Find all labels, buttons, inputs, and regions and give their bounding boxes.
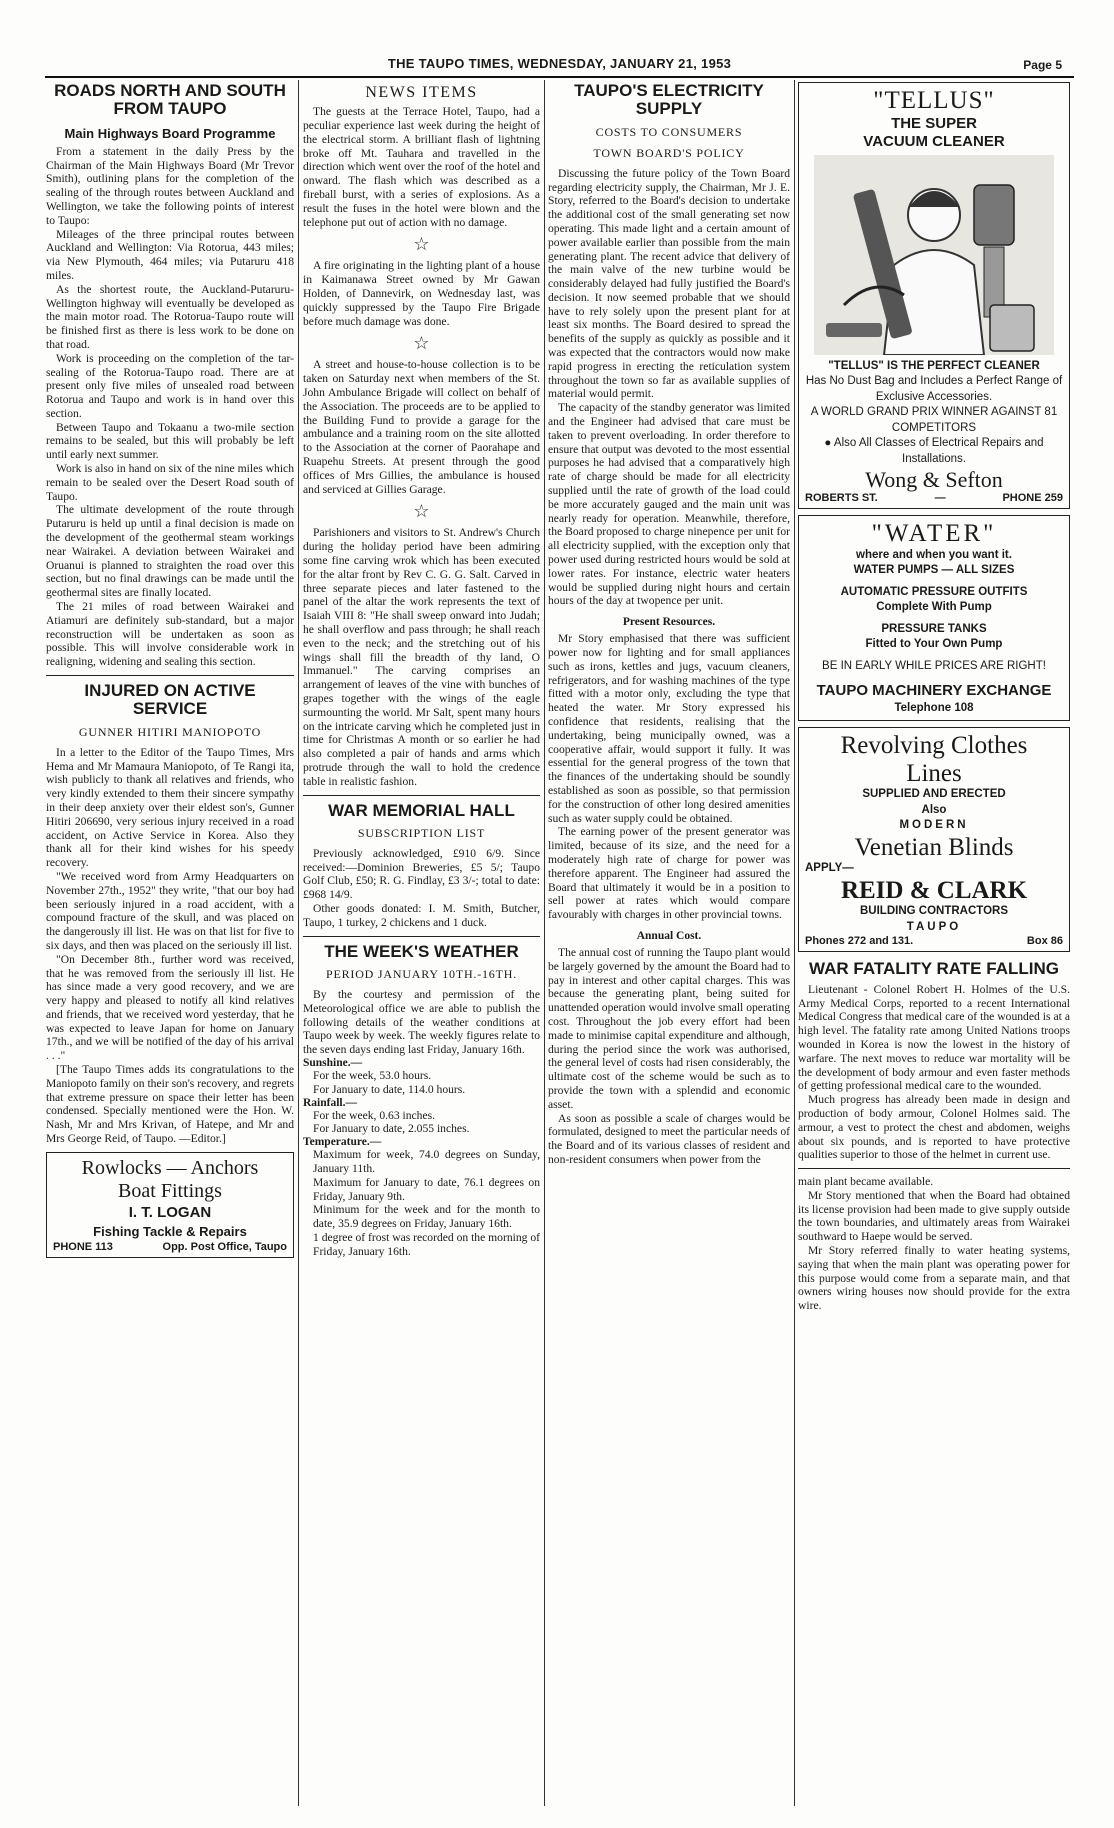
column-rule [298, 80, 299, 1806]
headline-injured: INJURED ON ACTIVE SERVICE [84, 681, 256, 719]
paragraph: Mr Story referred finally to water heating systems, saying that when the main plant was operating power for this purpose would come from a separate main, and that owners wiring houses now should provide for the extra wire. [798, 1244, 1070, 1313]
ad-logan-contact [53, 1241, 287, 1253]
column-4 [798, 82, 1070, 1806]
paragraph: main plant became available. [798, 1175, 934, 1189]
paragraph: As the shortest route, the Auckland-Putaruru-Wellington highway will eventually be developed as the main motor road. The Rotorua-Taupo route will be finished first as there is less work to be done on that road. [46, 282, 294, 351]
vacuum-cleaner-illustration-icon [814, 155, 1054, 355]
reid-title1: Revolving Clothes [840, 732, 1028, 760]
divider [798, 1168, 1070, 1169]
reid-firm: REID & CLARK [840, 876, 1028, 904]
divider [303, 936, 540, 937]
paragraph: As soon as possible a scale of charges would be formulated, designed to meet the particular needs of the Board and of its various classes of resident and non-resident consumers when power from the [548, 1111, 790, 1166]
tellus-line1: THE SUPER [891, 114, 977, 132]
paragraph: The 21 miles of road between Wairakei and Atiamuri are definitely sub-standard, but a major reconstruction will be undertaken as soon as possible. This will involve considerable work in realigning, widening and sealing this section. [46, 600, 294, 669]
headline-electricity: TAUPO'S ELECTRICITY SUPPLY [574, 82, 764, 119]
paragraph: "We received word from Army Headquarters on November 27th., 1952" they write, "that our boy had been seriously injured in a road accident, with a compound fracture of the skull, and was placed on the dangerously ill list. He was on that list for five to six days, and then was placed on the seriously ill list. [46, 869, 294, 952]
sunshine-label: Sunshine.— [303, 1057, 363, 1070]
headline-news-items: NEWS ITEMS [365, 84, 478, 101]
water-title: "WATER" [871, 520, 997, 548]
divider [46, 675, 294, 676]
ad-logan-address: Opp. Post Office, Taupo [162, 1240, 287, 1253]
ad-water [798, 515, 1070, 721]
column-rule [794, 80, 795, 1806]
water-line: BE IN EARLY WHILE PRICES ARE RIGHT! [822, 660, 1046, 672]
tellus-phone: PHONE 259 [1002, 492, 1063, 505]
column-2 [303, 82, 540, 1806]
reid-role: BUILDING CONTRACTORS [859, 905, 1008, 918]
paragraph: Mileages of the three principal routes between Auckland and Wellington: Via Rotorua, 443 miles; via New Plymouth, 464 miles; via Putaruru 418 miles. [46, 227, 294, 282]
headline-war-memorial: WAR MEMORIAL HALL [328, 800, 515, 820]
news-item: The guests at the Terrace Hotel, Taupo, had a peculiar experience last week during the height of the electrical storm. A brilliant flash of lightning broke off Mt. Tauhara and travelled in the direction which went over the roof of the hotel and onward. The flash which was described as a fireball burst, with a series of explosions. As a result the fuses in the hotel were blown and the telephone put out of action with no damage. [303, 105, 540, 229]
star-icon: ☆ [413, 234, 430, 255]
reid-line: Also [921, 803, 947, 816]
temperature-label: Temperature.— [303, 1136, 382, 1149]
weather-intro: By the courtesy and permission of the Meteorological office we are able to publish the following details of the weather conditions at Taupo week by week. The weekly figures relate to the seven days ending last Friday, January 16th. [303, 988, 540, 1057]
article-injured [46, 682, 294, 1146]
ad-logan-phone: PHONE 113 [53, 1240, 113, 1253]
weather-line: Maximum for week, 74.0 degrees on Sunday, January 11th. [313, 1148, 540, 1175]
tellus-detail: A WORLD GRAND PRIX WINNER AGAINST 81 COMPETITORS [810, 406, 1058, 434]
weather-line: For January to date, 2.055 inches. [313, 1122, 470, 1136]
column-1 [46, 82, 294, 1806]
paragraph: Between Taupo and Tokaanu a two-mile section remains to be sealed, but this will probably be left until early next summer. [46, 420, 294, 462]
section-annual-cost: Annual Cost. [636, 929, 702, 942]
tellus-title: "TELLUS" [873, 87, 995, 114]
subhead-costs: COSTS TO CONSUMERS [595, 124, 743, 139]
reid-town: TAUPO [906, 920, 962, 933]
ad-logan-line2: Boat Fittings [118, 1179, 222, 1202]
paragraph: "On December 8th., further word was received, that he was removed from the seriously ill list. He has since made a very good recovery, and we are very happy and pleased to notify all kind relatives and friends, that we received word yesterday, that he was expected to leave Japan for home on January 17th., and we will be notified of the day of his arrival . . ." [46, 952, 294, 1063]
paragraph: Previously acknowledged, £910 6/9. Since received:—Dominion Breweries, £5 5/; Taupo Golf Club, £50; R. G. Findlay, £3 3/-; total to date: £968 14/9. [303, 846, 540, 902]
reid-phones: Phones 272 and 131. [805, 935, 914, 948]
paragraph: Mr Story mentioned that when the Board had obtained its license provision had been made to give supply outside the town boundaries, and ultimately areas from Wairakei southward to Haepe would be served. [798, 1188, 1070, 1244]
masthead [45, 56, 1074, 78]
paragraph: Discussing the future policy of the Town Board regarding electricity supply, the Chairman, Mr J. E. Story, referred to the Board's decision to undertake the additional cost of the small generating set now operating. This made light and a certain amount of power available earlier than possible from the main generating plant. The recent advice that delivery of the main valve of the new turbine would be considerably delayed had fully justified the Board's decision. It now seemed probable that we should have to rely solely upon the present plant for at least six months. The Board desired to spread the benefits of the supply as quickly as possible and it was expected that the contractors would now make rapid progress in erecting the reticulation system throughout the town so far as available supplies of material would permit. [548, 166, 790, 401]
star-icon: ☆ [413, 501, 430, 522]
reid-apply: APPLY— [805, 862, 854, 875]
divider [303, 795, 540, 796]
ad-tellus [798, 82, 1070, 509]
headline-fatality: WAR FATALITY RATE FALLING [809, 959, 1059, 979]
news-item: A street and house-to-house collection is to be taken on Saturday next when members of the St. John Ambulance Brigade will collect on behalf of the Association. The proceeds are to be applied to the Building Fund to provide a garage for the ambulance and a training room on the site allotted to the Association at the corner of Paorahape and Ruapehu Streets. At present through the good offices of Mrs Gillies, the ambulance is housed and serviced at Gillies Garage. [303, 358, 540, 496]
subhead-policy: TOWN BOARD'S POLICY [593, 145, 745, 160]
tellus-tagline: "TELLUS" IS THE PERFECT CLEANER [828, 359, 1040, 372]
weather-line: For the week, 0.63 inches. [313, 1108, 436, 1122]
paragraph: In a letter to the Editor of the Taupo Times, Mrs Hema and Mr Mamaura Maniopoto, of Te Rangi ita, wish publicly to thank all relatives and friends, who very kindly extended to them their sincere sympathy in their deep anxiety over their eldest son's, Gunner Hitiri 206690, very serious injury received in a road accident, on Active Service in Korea. Also they thank all for their kind wishes for his speedy recovery. [46, 745, 294, 870]
paragraph: The capacity of the standby generator was limited and the Engineer had advised that care must be taken to prevent overloading. In order therefore to ensure that output was devoted to the most essential purposes he had advised that a comparatively high rate of charge should be made for all electricity supplied until the rate of growth of the load could be more accurately gauged and the main unit was nearly ready for operation. Meanwhile, therefore, the Board proposed to charge ninepence per unit for all electricity supplied, with the exception only that power used during restricted hours would be sold at lower rates. For instance, electric water heaters would be supplied during night hours and certain hours of the day at twopence per unit. [548, 401, 790, 608]
paragraph: From a statement in the daily Press by the Chairman of the Main Highways Board (Mr Trevor Smith), outlining plans for the completion of the sealing of the through routes between Auckland and Wellington, we take the following points of interest to Taupo: [46, 144, 294, 227]
reid-line: SUPPLIED AND ERECTED [862, 788, 1006, 801]
tellus-dash: — [934, 492, 946, 505]
news-item: Parishioners and visitors to St. Andrew's Church during the holiday period have been admiring some fine carving wrok which has been executed for the altar front by Rev C. G. G. Salt. Carved in three separate pieces and later fastened to the panel of the altar the work represents the text of Isaiah VIII 8: "He shall sweep onward into Judah; he shall overflow and pass through; he shall reach even to the neck; and the stretching out of his wings shall fill the breadth of thy land, O Immanuel." The carving comprises an arrangement of leaves of the vine with bunches of grapes together with the wings of the eagle surmounting the world. Mr Salt, spent many hours on the intricate carving which he completed just in time for Christmas A month or so earlier he had also completed a pair of hands and arms which protrude through the wall to hold the credence table in realistic fashion. [303, 526, 540, 788]
water-line: Complete With Pump [876, 601, 992, 614]
article-fatality [798, 960, 1070, 1162]
news-item: A fire originating in the lighting plant of a house in Kaimanawa Street owned by Mr Gawan Holden, of Dannevirk, on Wednesday last, was quickly suppressed by the Taupo Fire Brigade before much damage was done. [303, 259, 540, 328]
water-line: Fitted to Your Own Pump [865, 638, 1003, 651]
headline-weather: THE WEEK'S WEATHER [324, 941, 519, 961]
weather-line: For the week, 53.0 hours. [313, 1069, 432, 1083]
tellus-contact [805, 492, 1063, 504]
weather-line: Maximum for January to date, 76.1 degrees on Friday, January 9th. [313, 1175, 540, 1203]
weather-period: PERIOD JANUARY 10TH.-16TH. [325, 967, 518, 982]
weather-line: For January to date, 114.0 hours. [313, 1082, 466, 1096]
water-line: AUTOMATIC PRESSURE OUTFITS [840, 585, 1028, 598]
reid-contact [805, 935, 1063, 947]
ad-logan-name: I. T. LOGAN [128, 1203, 212, 1221]
page-number: Page 5 [1023, 58, 1062, 72]
weather-list [303, 1057, 540, 1259]
paragraph: [The Taupo Times adds its congratulations to the Maniopoto family on their son's recovery, and regrets that extreme pressure on space their letter has been condensed. Specially mentioned were the Hon. W. Nash, Mr and Mrs Krivan, of Hatepe, and Mr and Mrs George Reid, of Taupo. —Editor.] [46, 1063, 294, 1146]
ad-logan-tagline: Fishing Tackle & Repairs [93, 1224, 247, 1240]
tellus-line2: VACUUM CLEANER [863, 132, 1005, 150]
star-icon: ☆ [413, 333, 430, 354]
tellus-firm: Wong & Sefton [865, 467, 1003, 493]
column-3 [548, 82, 790, 1806]
subhead-roads: Main Highways Board Programme [64, 125, 276, 141]
ad-reid-clark [798, 727, 1070, 952]
paragraph: Other goods donated: I. M. Smith, Butcher, Taupo, 1 turkey, 2 chickens and 1 duck. [303, 902, 540, 929]
reid-box: Box 86 [1026, 935, 1063, 948]
paragraph: Much progress has already been made in design and production of body armour, Colonel Holmes said. The armour, a vest to protect the chest and abdomen, weighs about six pounds, and is reported to have protective qualities superior to those of the helmet in current use. [798, 1093, 1070, 1162]
water-line: PRESSURE TANKS [881, 622, 987, 635]
paragraph: Work is proceeding on the completion of the tar-sealing of the Rotorua-Taupo road. There are at present only five miles of unsealed road between Rotorua and Taupo and work is in hand over this section. [46, 351, 294, 420]
paragraph: Mr Story emphasised that there was sufficient power now for lighting and for small appliances such as irons, kettles and jugs, vacuum cleaners, refrigerators, and for washing machines of the type fitted with a motor only, excluding the type that heated the water. Mr Story expressed his confidence that residents, realising that the undertaking, being municipally owned, was a cooperative affair, would support it fully. It was essential for the general progress of the town that the finances of the undertaking should be soundly established as soon as possible, so that permission for the construction of other long desired amenities such as water supply could be obtained. [548, 632, 790, 825]
paragraph: Work is also in hand on six of the nine miles which remain to be sealed over the Desert Road south of Taupo. [46, 462, 294, 503]
subhead-subscription: SUBSCRIPTION LIST [357, 825, 486, 840]
article-roads [46, 82, 294, 669]
tellus-detail: ● Also All Classes of Electrical Repairs and Installations. [824, 437, 1044, 465]
ad-logan-line1: Rowlocks — Anchors [81, 1156, 259, 1179]
column-rule [544, 80, 545, 1806]
reid-title2: Lines [906, 759, 962, 787]
masthead-title: THE TAUPO TIMES, WEDNESDAY, JANUARY 21, 1953 [387, 56, 732, 71]
tellus-street: ROBERTS ST. [805, 492, 878, 505]
water-line: where and when you want it. [856, 548, 1012, 561]
paragraph: The ultimate development of the route through Putaruru is held up until a final decision is made on the development of the geothermal steam workings near Wairakei. A deviation between Wairakei and Oruanui is planned to straighten the road over this section, but no final drawings can be made until the geothermal sites are finally located. [46, 503, 294, 600]
article-electricity-continued [798, 1175, 1070, 1313]
rainfall-label: Rainfall.— [303, 1096, 357, 1109]
water-firm: TAUPO MACHINERY EXCHANGE [816, 681, 1052, 699]
reid-line: MODERN [899, 819, 969, 832]
ad-logan [46, 1152, 294, 1258]
weather-line: 1 degree of frost was recorded on the morning of Friday, January 16th. [313, 1230, 540, 1258]
section-present-resources: Present Resources. [622, 616, 716, 629]
weather-line: Minimum for the week and for the month to date, 35.9 degrees on Friday, January 16th. [313, 1203, 540, 1231]
water-line: WATER PUMPS — ALL SIZES [853, 564, 1015, 577]
headline-roads: ROADS NORTH AND SOUTH FROM TAUPO [54, 82, 286, 119]
tellus-detail: Has No Dust Bag and Includes a Perfect Range of Exclusive Accessories. [805, 375, 1063, 403]
reid-title3: Venetian Blinds [854, 833, 1014, 861]
paragraph: The annual cost of running the Taupo plant would be largely governed by the amount the Board had to pay in interest and other capital charges. This was because the generating plant, being suited for unattended operation would involve small operating cost. Throughout the job every effort had been made to minimise capital expenditure and although, during the period since the work was authorised, the general level of costs had risen considerably, the ultimate cost of the scheme would be such as to provide the town with a splendid and economic asset. [548, 945, 790, 1111]
water-phone: Telephone 108 [894, 701, 974, 714]
paragraph: The earning power of the present generator was limited, because of its size, and the need for a moderately high rate of charge for power was therefore apparent. The Engineer had assured the Board that ultimately it would be in a position to sell power at rates which would compare favourably with charges in other provincial towns. [548, 825, 790, 922]
subhead-injured: GUNNER HITIRI MANIOPOTO [78, 724, 262, 739]
paragraph: Lieutenant - Colonel Robert H. Holmes of the U.S. Army Medical Corps, reported to a recent International Medical Congress that medical care of the wounded is at a high level. The fatality rate among United Nations troops wounded in Korea is now the lowest in the history of warfare. The next moves to reduce war mortality will be the development of body armour and even faster methods of getting professional medical care to the wounded. [798, 982, 1070, 1093]
